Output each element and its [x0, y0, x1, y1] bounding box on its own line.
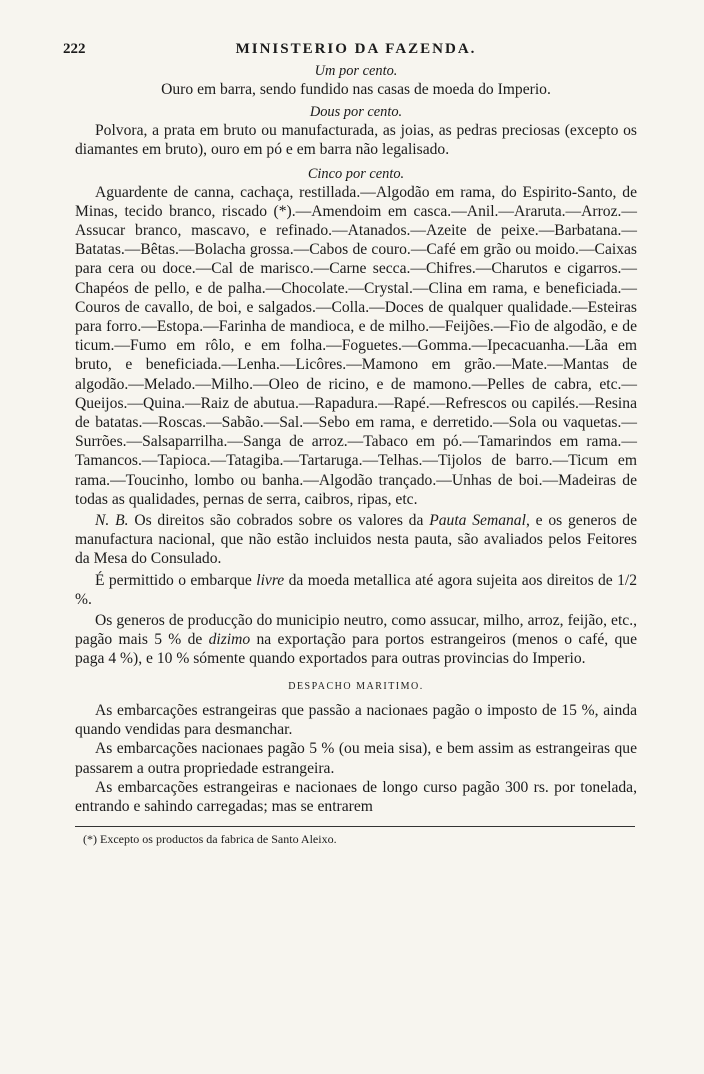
- generos-text: Os generos de producção do municipio neutro, como assucar, milho, arroz, feijão, etc., pagão mais 5 % de: [75, 612, 637, 649]
- despacho-paragraph-1: As embarcações estrangeiras que passão a nacionaes pagão o imposto de 15 %, ainda quando vendidas para desmanchar.: [75, 701, 637, 739]
- livre-word: livre: [256, 571, 285, 589]
- book-page: [63, 38, 638, 847]
- dous-por-cento-text: Polvora, a prata em bruto ou manufacturada, as joias, as pedras preciosas (excepto os diamantes em bruto), ouro em pó e em barra não legalisado.: [75, 122, 637, 159]
- um-por-cento-text: Ouro em barra, sendo fundido nas casas de moeda do Imperio.: [161, 81, 551, 98]
- generos-paragraph: [75, 611, 637, 669]
- nb-text-cont: , e os generos de manufactura nacional, que não estão incluidos nesta pauta, são avaliados pelos Feitores da Mesa do Consulado.: [75, 512, 637, 568]
- despacho-maritimo-heading: DESPACHO MARITIMO.: [288, 680, 424, 692]
- um-por-cento-heading: Um por cento.: [314, 63, 398, 79]
- cinco-por-cento-list: Aguardente de canna, cachaça, restillada.—Algodão em rama, do Espirito-Santo, de Minas, tecido branco, riscado (*).—Amendoim em casca.—Anil.—Araruta.—Arroz.—Assucar branco, mascavo, e refinado.—Atanados.—Azeite de peixe.—Barbatana.—Batatas.—Bêtas.—Bolacha grossa.—Cabos de couro.—Café em grão ou moido.—Caixas para cera ou doce.—Cal de marisco.—Carne secca.—Chifres.—Charutos e cigarros.—Chapéos de pello, e de palha.—Chocolate.—Crystal.—Clina em rama, e beneficiada.—Couros de cavallo, de boi, e salgados.—Colla.—Doces de qualquer qualidade.—Esteiras para forro.—Estopa.—Farinha de mandioca, e de milho.—Feijões.—Fio de algodão, e de ticum.—Fumo em rôlo, e em folha.—Foguetes.—Gomma.—Ipecacuanha.—Lãa em bruto, e beneficiada.—Lenha.—Licôres.—Mamono em grão.—Mate.—Mantas de algodão.—Melado.—Milho.—Oleo de ricino, e de mamono.—Pelles de cabra, etc.—Queijos.—Quina.—Raiz de abutua.—Rapadura.—Rapé.—Refrescos ou capilés.—Resina de batatas.—Roscas.—Sabão.—Sal.—Sebo em rama, e derretido.—Sola ou vaquetas.—Surrões.—Salsaparrilha.—Sanga de arroz.—Tabaco em pó.—Tamarindos em rama.—Tamancos.—Tapioca.—Tatagiba.—Tartaruga.—Telhas.—Tijolos de barro.—Ticum em rama.—Toucinho, lombo ou banha.—Algodão trançado.—Unhas de boi.—Madeiras de todas as qualidades, pernas de serra, caibros, ripas, etc.: [75, 183, 637, 508]
- nb-text: Os direitos são cobrados sobre os valores da: [134, 512, 424, 530]
- despacho-paragraph-2: As embarcações nacionaes pagão 5 % (ou meia sisa), e bem assim as estrangeiras que passarem a outra propriedade estrangeira.: [75, 740, 637, 777]
- embarque-livre-paragraph: [75, 571, 637, 609]
- cinco-por-cento-heading: Cinco por cento.: [307, 165, 405, 182]
- despacho-paragraph-3: As embarcações estrangeiras e nacionaes de longo curso pagão 300 rs. por tonelada, entrando e sahindo carregadas; mas se entrarem: [75, 778, 637, 815]
- page-number: 222: [63, 41, 86, 57]
- livre-text: É permittido o embarque: [95, 571, 252, 589]
- dous-por-cento-heading: Dous por cento.: [309, 104, 403, 121]
- footnote: (*) Excepto os productos da fabrica de Santo Aleixo.: [83, 832, 337, 847]
- nb-label: N. B.: [95, 512, 129, 530]
- pauta-semanal: Pauta Semanal: [429, 512, 526, 530]
- livre-text-cont: da moeda metallica até agora sujeita aos direitos de 1/2 %.: [75, 571, 638, 608]
- generos-text-cont: na exportação para portos estrangeiros (menos o café, que paga 4 %), e 10 % sómente quando exportados para outras provincias do Imperio.: [75, 631, 637, 668]
- page-header: [63, 38, 637, 60]
- footnote-rule: [75, 826, 635, 827]
- nota-bene-paragraph: [75, 511, 637, 569]
- dizimo-word: dizimo: [208, 631, 251, 649]
- running-title: MINISTERIO DA FAZENDA.: [235, 41, 477, 57]
